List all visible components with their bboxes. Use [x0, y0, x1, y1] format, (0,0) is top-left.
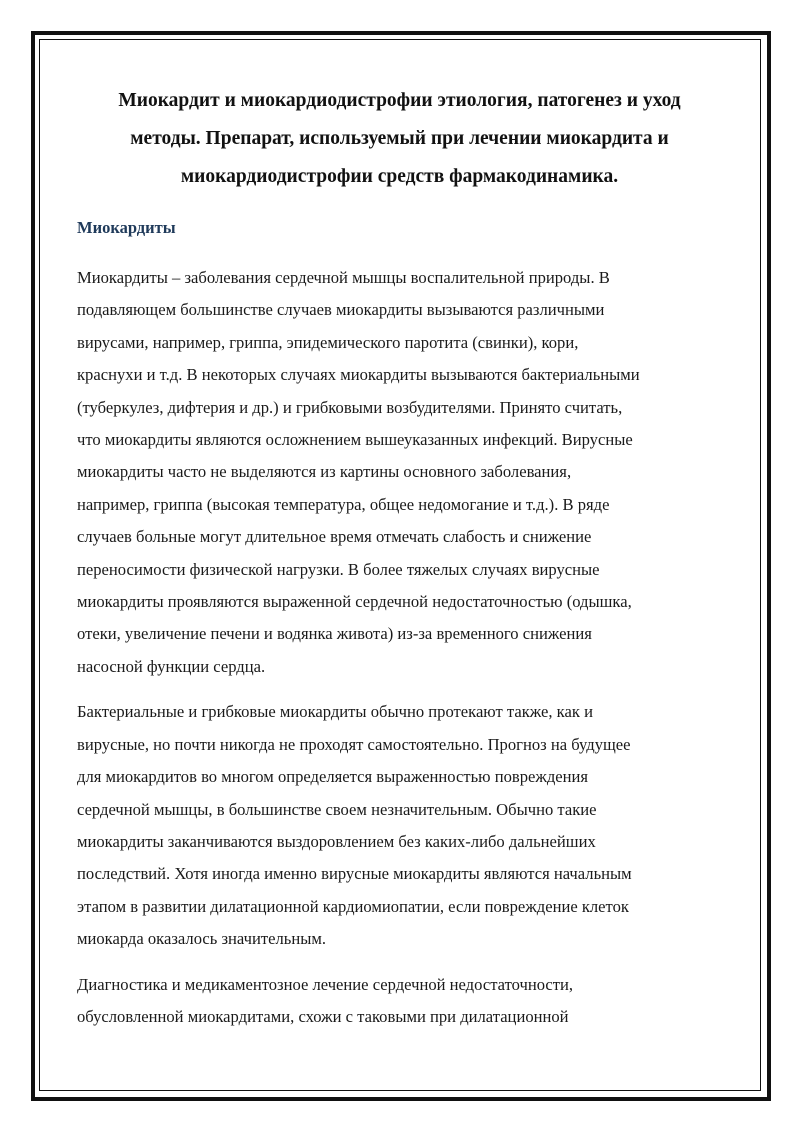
document-body [77, 82, 722, 1033]
text-line: случаев больные могут длительное время отмечать слабость и снижение [77, 527, 592, 547]
text-line: последствий. Хотя иногда именно вирусные миокардиты являются начальным [77, 864, 632, 884]
title-line: миокардиодистрофии средств фармакодинамика. [180, 166, 619, 187]
text-line: подавляющем большинстве случаев миокардиты вызываются различными [77, 300, 605, 320]
text-line: краснухи и т.д. В некоторых случаях миокардиты вызываются бактериальными [77, 365, 640, 385]
text-line: миокарда оказалось значительным. [77, 929, 327, 949]
document-title [77, 82, 722, 196]
section-heading: Миокардиты [77, 218, 176, 237]
text-line: обусловленной миокардитами, схожи с таковыми при дилатационной [77, 1006, 569, 1026]
text-line: что миокардиты являются осложнением вышеуказанных инфекций. Вирусные [77, 430, 633, 450]
text-line: насосной функции сердца. [77, 656, 266, 676]
text-line: Миокардиты – заболевания сердечной мышцы воспалительной природы. В [77, 268, 610, 287]
title-line: Миокардит и миокардиодистрофии этиология, патогенез и уход [118, 90, 681, 111]
text-line: миокардиты часто не выделяются из картины основного заболевания, [77, 462, 572, 482]
text-line: переносимости физической нагрузки. В более тяжелых случаях вирусные [77, 559, 600, 579]
paragraph-bacterial-fungal [77, 696, 722, 955]
text-line: для миокардитов во многом определяется выраженностью повреждения [77, 767, 589, 787]
text-line: Диагностика и медикаментозное лечение сердечной недостаточности, [77, 974, 574, 994]
text-line: сердечной мышцы, в большинстве своем незначительным. Обычно такие [77, 799, 597, 819]
text-line: миокардиты проявляются выраженной сердечной недостаточностью (одышка, [77, 592, 632, 612]
text-line: миокардиты заканчиваются выздоровлением без каких-либо дальнейших [77, 831, 596, 851]
text-line: отеки, увеличение печени и водянка живота) из-за временного снижения [77, 624, 592, 644]
paragraph-diagnostics [77, 969, 722, 1034]
title-line: методы. Препарат, используемый при лечении миокардита и [130, 128, 669, 149]
text-line: например, гриппа (высокая температура, общее недомогание и т.д.). В ряде [77, 494, 610, 514]
text-line: вирусами, например, гриппа, эпидемического паротита (свинки), кори, [77, 332, 579, 352]
text-line: Бактериальные и грибковые миокардиты обычно протекают также, как и [77, 702, 593, 722]
text-line: (туберкулез, дифтерия и др.) и грибковыми возбудителями. Принято считать, [77, 397, 623, 417]
paragraph-myocarditis-definition [77, 262, 722, 683]
text-line: вирусные, но почти никогда не проходят самостоятельно. Прогноз на будущее [77, 734, 631, 754]
text-line: этапом в развитии дилатационной кардиомиопатии, если повреждение клеток [77, 896, 629, 916]
